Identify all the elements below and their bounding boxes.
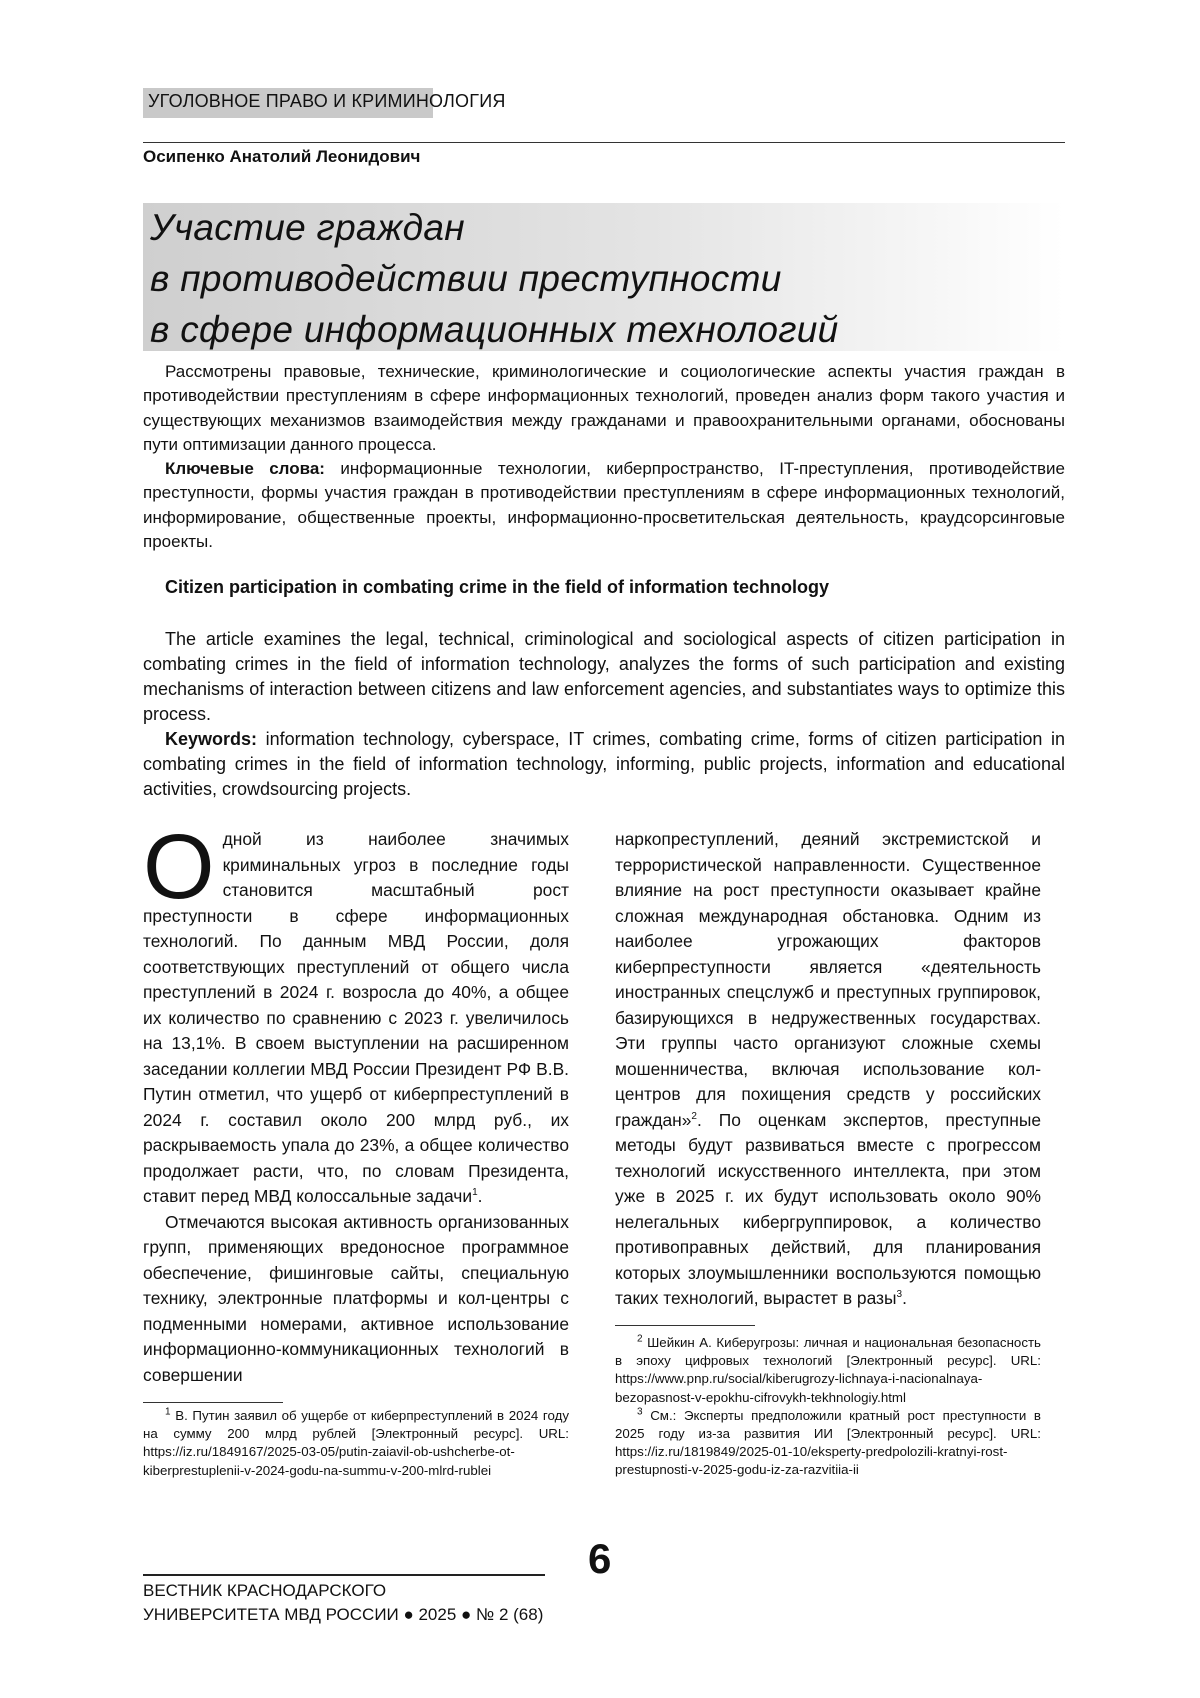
section-rubric: УГОЛОВНОЕ ПРАВО И КРИМИНОЛОГИЯ: [148, 91, 506, 111]
article-title: [150, 202, 839, 355]
footnote-2-text: Шейкин А. Киберугрозы: личная и национальная безопасность в эпоху цифровых технологий [Электронный ресурс]. URL: https://www.pnp.ru/social/kiberugrozy-lichnaya-i-nacionalnaya-bezopasnost-v-epokhu-cifrovykh-tekhnologiy.html: [615, 1335, 1041, 1405]
body-paragraph-1: [143, 816, 569, 1210]
journal-name: [143, 1579, 543, 1627]
keywords-en-label: Keywords:: [165, 729, 258, 749]
footnote-divider-left: [143, 1402, 283, 1403]
keywords-ru: [143, 457, 1065, 554]
drop-cap: О: [143, 816, 215, 918]
keywords-ru-text: информационные технологии, киберпространство, IT-преступления, противодействие преступности, формы участия граждан в противодействии преступлениям в сфере информационных технологий, информирование, общественные проекты, информационно-просветительская деятельность, краудсорсинговые проекты.: [143, 459, 1065, 552]
title-line-3: в сфере информационных технологий: [150, 309, 839, 350]
header-divider: [143, 142, 1065, 143]
title-line-2: в противодействии преступности: [150, 258, 782, 299]
abstract-en: [143, 627, 1065, 802]
footnotes-left: [143, 1407, 569, 1480]
keywords-en-text: information technology, cyberspace, IT crimes, combating crime, forms of citizen participation in combating crimes in the field of information technology, informing, public projects, information and educational activities, crowdsourcing projects.: [143, 729, 1065, 799]
paragraph-2-end: .: [902, 1288, 907, 1308]
paragraph-1-text: дной из наиболее значимых криминальных угроз в последние годы становится масштабный рост преступности в сфере информационных технологий. По данным МВД России, доля соответствующих преступлений от общего числа преступлений в 2024 г. возросла до 40%, а общее их количество по сравнению с 2023 г. увеличилось на 13,1%. В своем выступлении на расширенном заседании коллегии МВД России Президент РФ В.В. Путин отметил, что ущерб от киберпреступлений в 2024 г. составил около 200 млрд руб., их раскрываемость упала до 23%, а общее количество продолжает расти, что, по словам Президента, ставит перед МВД колоссальные задачи: [143, 829, 569, 1206]
keywords-ru-label: Ключевые слова:: [165, 459, 325, 479]
paragraph-2-tail-text: . По оценкам экспертов, преступные методы будут развиваться вместе с прогрессом технологий искусственного интеллекта, при этом уже в 2025 г. их будут использовать около 90% нелегальных кибергруппировок, а количество противоправных действий, для планирования которых злоумышленники воспользуются помощью таких технологий, вырастет в разы: [615, 1109, 1041, 1308]
body-column-right: [615, 827, 1041, 1312]
english-title: Citizen participation in combating crime in the field of information technology: [165, 577, 830, 597]
abstract-ru: [143, 360, 1065, 554]
author-name: Осипенко Анатолий Леонидович: [143, 147, 421, 166]
footnote-3-number: 3: [637, 1406, 643, 1418]
footnote-2-number: 2: [637, 1333, 643, 1345]
journal-line-2: УНИВЕРСИТЕТА МВД РОССИИ ● 2025 ● № 2 (68): [143, 1605, 544, 1624]
footnote-3: [615, 1407, 1041, 1480]
footnote-2: [615, 1334, 1041, 1407]
body-column-left: [143, 816, 569, 1388]
body-paragraph-2-continued: [615, 827, 1041, 1312]
title-line-1: Участие граждан: [150, 207, 465, 248]
footnote-ref-3[interactable]: 3: [896, 1289, 903, 1301]
footnote-1-number: 1: [165, 1406, 171, 1418]
abstract-en-text: The article examines the legal, technical, criminological and sociological aspects of citizen participation in combating crimes in the field of information technology, analyzes the forms of such participation and existing mechanisms of interaction between citizens and law enforcement agencies, and substantiates ways to optimize this process.: [143, 629, 1065, 724]
footnotes-right: [615, 1334, 1041, 1480]
footnote-3-text: См.: Эксперты предположили кратный рост преступности в 2025 году из-за развития ИИ [Электронный ресурс]. URL: https://iz.ru/1819849/2025-01-10/eksperty-predpolozili-kratnyi-rost-prestupnosti-v-2025-godu-iz-za-razvitiia-ii: [615, 1407, 1041, 1478]
body-paragraph-2: Отмечаются высокая активность организованных групп, применяющих вредоносное программное обеспечение, фишинговые сайты, специальную технику, электронные платформы и кол-центры с подменными номерами, активное использование информационно-коммуникационных технологий в совершении: [143, 1211, 569, 1385]
keywords-en: [143, 727, 1065, 802]
paragraph-2-cont-text: наркопреступлений, деяний экстремистской и террористической направленности. Существенное влияние на рост преступности оказывает крайне сложная международная обстановка. Одним из наиболее угрожающих факторов киберпреступности является «деятельность иностранных спецслужб и преступных группировок, базирующихся в недружественных государствах. Эти группы часто организуют сложные схемы мошенничества, включая использование кол-центров для похищения средств у российских граждан»: [615, 829, 1041, 1130]
abstract-ru-text: Рассмотрены правовые, технические, криминологические и социологические аспекты участия граждан в противодействии преступлениям в сфере информационных технологий, проведен анализ форм такого участия и существующих механизмов взаимодействия между гражданами и правоохранительными органами, обоснованы пути оптимизации данного процесса.: [143, 362, 1065, 454]
footnote-ref-2[interactable]: 2: [691, 1110, 697, 1122]
page-number: 6: [588, 1535, 612, 1582]
footnote-ref-1[interactable]: 1: [472, 1187, 478, 1199]
footnote-divider-right: [615, 1325, 755, 1326]
footnote-1: [143, 1407, 569, 1480]
footnote-1-text: В. Путин заявил об ущербе от киберпреступлений в 2024 году на сумму 200 млрд рублей [Электронный ресурс]. URL: https://iz.ru/1849167/2025-03-05/putin-zaiavil-ob-ushcherbe-ot-kiberprestuplenii-v-2024-godu-na-summu-v-200-mlrd-rublei: [143, 1408, 569, 1478]
journal-line-1: ВЕСТНИК КРАСНОДАРСКОГО: [143, 1581, 387, 1600]
paragraph-1-end: .: [477, 1186, 483, 1206]
footer-divider: [143, 1574, 545, 1576]
